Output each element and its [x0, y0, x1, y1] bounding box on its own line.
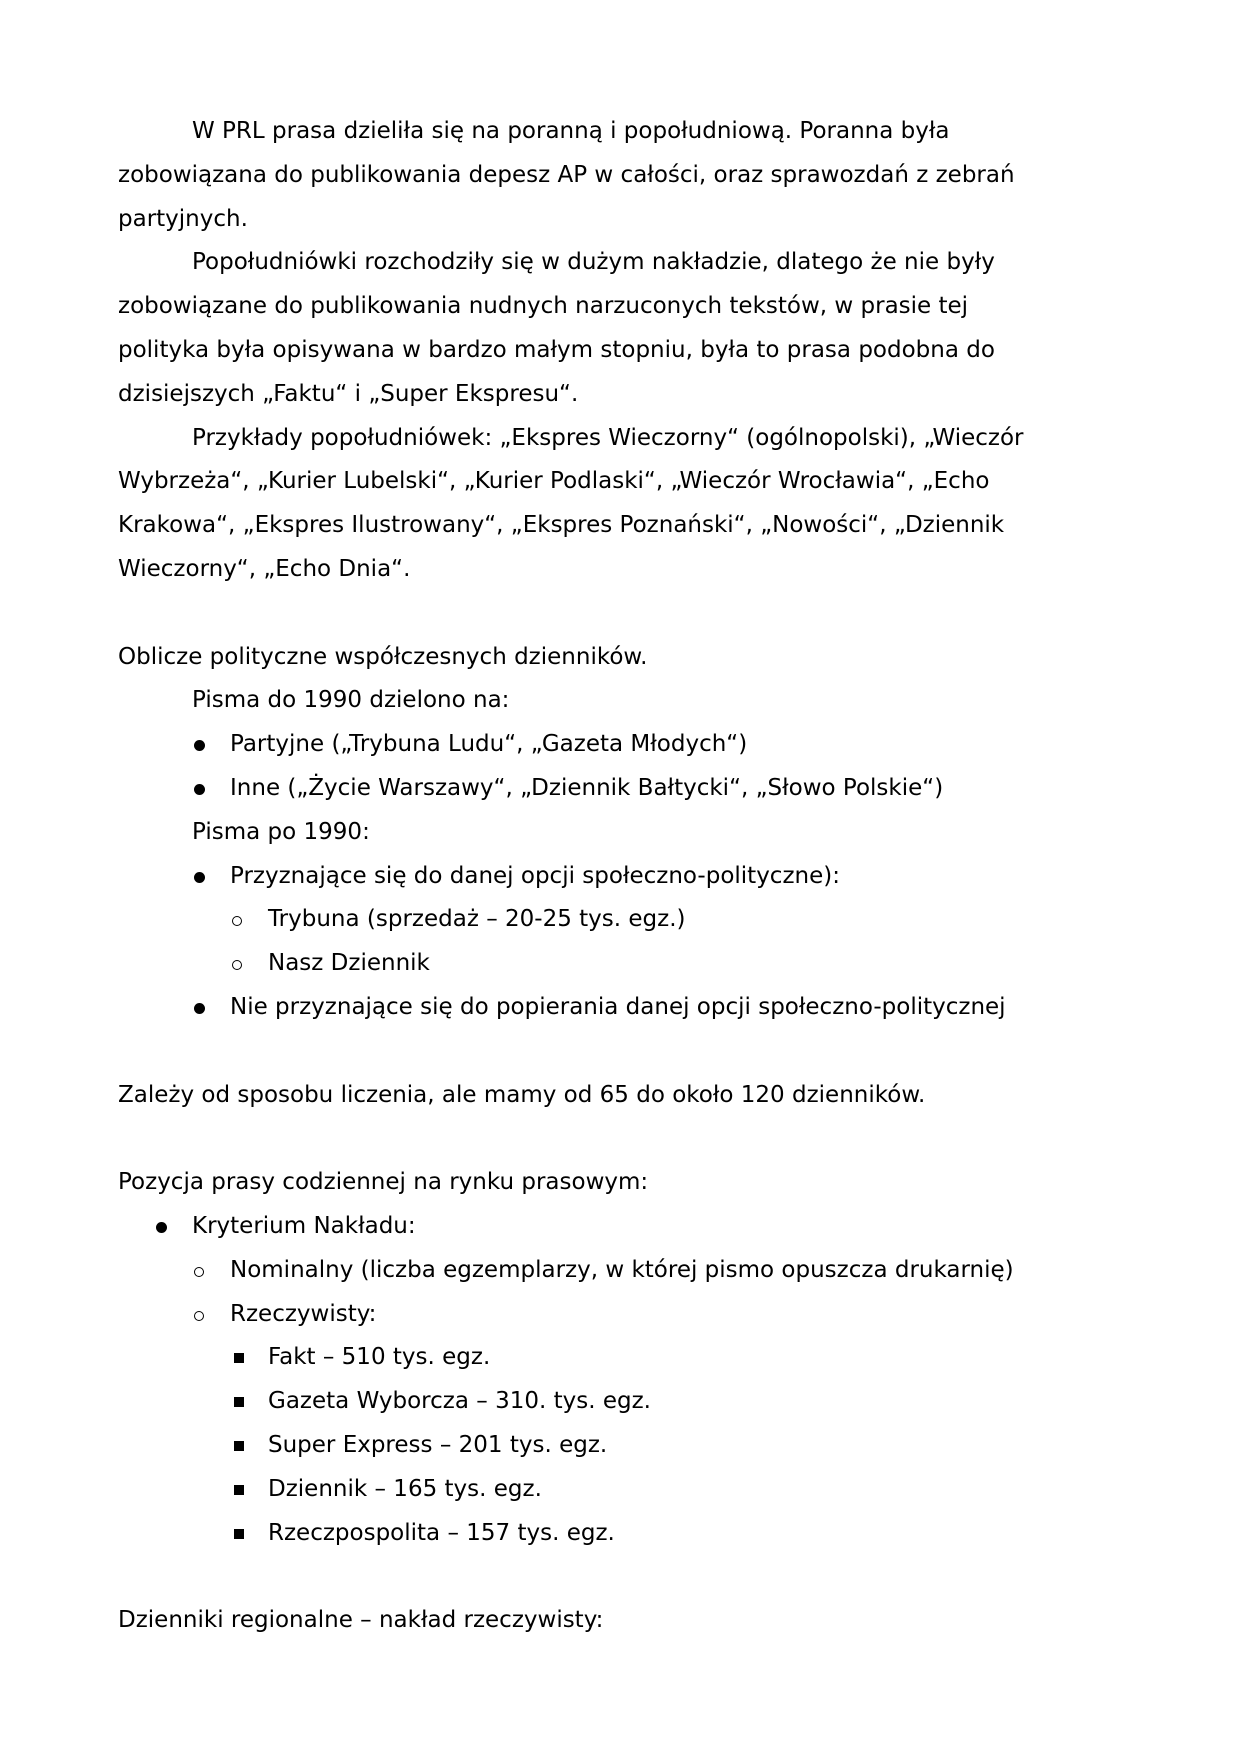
list-item	[118, 1205, 1118, 1249]
count-sentence: Zależy od sposobu liczenia, ale mamy od 65 do około 120 dzienników.	[118, 1081, 926, 1108]
bullet-circle-icon	[232, 960, 242, 970]
section-heading-market: Pozycja prasy codziennej na rynku prasowym:	[118, 1169, 649, 1196]
bullet-square-icon	[234, 1397, 244, 1407]
text-line: Wybrzeża“, „Kurier Lubelski“, „Kurier Podlaski“, „Wieczór Wrocławia“, „Echo	[118, 468, 990, 495]
list-item-text: Partyjne („Trybuna Ludu“, „Gazeta Młodych“)	[230, 731, 748, 758]
list-item	[118, 1424, 1118, 1468]
list-item-text: Rzeczywisty:	[230, 1300, 377, 1327]
list-item	[118, 1512, 1118, 1556]
list-item-text: Dziennik – 165 tys. egz.	[268, 1475, 542, 1502]
spacer	[118, 592, 1118, 636]
list-item	[118, 1380, 1118, 1424]
paragraph-examples	[118, 417, 1118, 592]
text-line: zobowiązana do publikowania depesz AP w całości, oraz sprawozdań z zebrań	[118, 161, 1015, 188]
text-line: Krakowa“, „Ekspres Ilustrowany“, „Ekspres Poznański“, „Nowości“, „Dziennik	[118, 512, 1005, 539]
list-item	[118, 1336, 1118, 1380]
bullet-circle-icon	[194, 1311, 204, 1321]
bullet-square-icon	[234, 1353, 244, 1363]
bullet-square-icon	[234, 1529, 244, 1539]
list-item	[118, 723, 1118, 767]
text-line: Popołudniówki rozchodziły się w dużym nakładzie, dlatego że nie były	[192, 249, 995, 276]
list-item	[118, 1249, 1118, 1293]
list-item	[118, 942, 1118, 986]
text-line: zobowiązane do publikowania nudnych narzuconych tekstów, w prasie tej	[118, 293, 969, 320]
paragraph-afternoon-papers	[118, 241, 1118, 416]
list-item	[118, 1293, 1118, 1337]
text-line: polityka była opisywana w bardzo małym stopniu, była to prasa podobna do	[118, 336, 995, 363]
text-line: partyjnych.	[118, 205, 248, 232]
list-item	[118, 1468, 1118, 1512]
list-item	[118, 767, 1118, 811]
text-line: dzisiejszych „Faktu“ i „Super Ekspresu“.	[118, 380, 579, 407]
list-item-text: Gazeta Wyborcza – 310. tys. egz.	[268, 1388, 651, 1415]
bullet-disc-icon	[194, 1003, 205, 1014]
bullet-disc-icon	[194, 740, 205, 751]
document-page	[118, 110, 1118, 1643]
text-line: Wieczorny“, „Echo Dnia“.	[118, 555, 411, 582]
spacer	[118, 1030, 1118, 1074]
text-line: Przykłady popołudniówek: „Ekspres Wieczorny“ (ogólnopolski), „Wieczór	[192, 424, 1024, 451]
bullet-disc-icon	[194, 872, 205, 883]
list-item-text: Nie przyznające się do popierania danej opcji społeczno-politycznej	[230, 993, 1006, 1020]
bullet-circle-icon	[194, 1267, 204, 1277]
bullet-square-icon	[234, 1441, 244, 1451]
list-item-text: Fakt – 510 tys. egz.	[268, 1344, 491, 1371]
list-item-text: Trybuna (sprzedaż – 20-25 tys. egz.)	[268, 906, 686, 933]
spacer	[118, 1555, 1118, 1599]
section-heading-political: Oblicze polityczne współczesnych dzienników.	[118, 643, 648, 670]
bullet-square-icon	[234, 1485, 244, 1495]
section-heading-regional: Dzienniki regionalne – nakład rzeczywisty:	[118, 1607, 604, 1634]
list-item-text: Kryterium Nakładu:	[192, 1212, 416, 1239]
before-1990-label: Pisma do 1990 dzielono na:	[192, 687, 510, 714]
list-item	[118, 855, 1118, 899]
list-item-text: Rzeczpospolita – 157 tys. egz.	[268, 1519, 615, 1546]
list-item-text: Inne („Życie Warszawy“, „Dziennik Bałtycki“, „Słowo Polskie“)	[230, 774, 944, 801]
after-1990-label: Pisma po 1990:	[192, 818, 370, 845]
list-item-text: Przyznające się do danej opcji społeczno-polityczne):	[230, 862, 840, 889]
paragraph-prl-press	[118, 110, 1118, 241]
text-line: W PRL prasa dzieliła się na poranną i popołudniową. Poranna była	[192, 118, 950, 144]
spacer	[118, 1117, 1118, 1161]
bullet-disc-icon	[156, 1222, 167, 1233]
list-item-text: Nasz Dziennik	[268, 950, 430, 977]
list-item-text: Nominalny (liczba egzemplarzy, w której pismo opuszcza drukarnię)	[230, 1256, 1014, 1283]
list-item-text: Super Express – 201 tys. egz.	[268, 1431, 608, 1458]
list-item	[118, 898, 1118, 942]
bullet-disc-icon	[194, 784, 205, 795]
list-item	[118, 986, 1118, 1030]
bullet-circle-icon	[232, 916, 242, 926]
